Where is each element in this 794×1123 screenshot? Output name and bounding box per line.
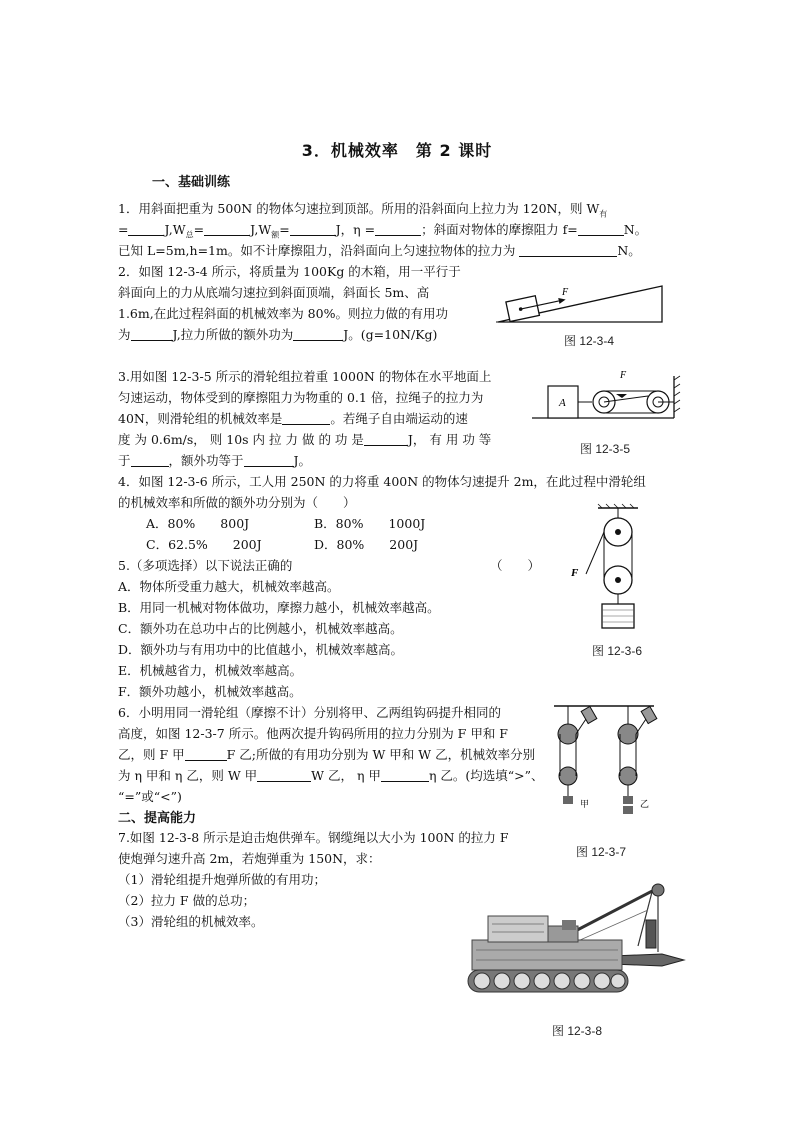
q6-line3: 乙，则 F 甲 F 乙;所做的有用功分别为 W 甲和 W 乙，机械效率分别: [118, 747, 536, 762]
q3-line2: 匀速运动，物体受到的摩擦阻力为物重的 0.1 倍，拉绳子的拉力为: [118, 390, 484, 405]
section-improve-ability: 二、提高能力: [118, 811, 197, 826]
q5-option-a[interactable]: A．物体所受重力越大，机械效率越高。: [118, 579, 340, 594]
q4-line2: 的机械效率和所做的额外功分别为（ ）: [118, 495, 356, 510]
figure-12-3-5-pulley: [530, 364, 682, 422]
q1-blank-friction[interactable]: [578, 222, 624, 236]
q5-option-c[interactable]: C．额外功在总功中占的比例越小，机械效率越高。: [118, 621, 403, 636]
q7-sub1: （1）滑轮组提升炮弹所做的有用功；: [118, 872, 326, 887]
fig-12-3-7-label-jia: 甲: [580, 800, 590, 810]
q5-option-d[interactable]: D．额外功与有用功中的比值越小，机械效率越高。: [118, 642, 404, 657]
q2-line1: 2．如图 12-3-4 所示，将质量为 100Kg 的木箱，用一平行于: [118, 264, 461, 279]
q2-blank-useful[interactable]: [131, 327, 173, 341]
q1-line3: 已知 L=5m,h=1m。如不计摩擦阻力，沿斜面向上匀速拉物体的拉力为 N。: [118, 243, 641, 258]
figure-12-3-8-ammo-vehicle: [462, 880, 692, 1010]
q3-blank-extra[interactable]: [244, 453, 294, 467]
figure-12-3-7-caption: 图 12-3-7: [576, 845, 627, 859]
q1-blank-eta[interactable]: [375, 222, 421, 236]
q3-line3: 40N，则滑轮组的机械效率是 。若绳子自由端运动的速: [118, 411, 468, 426]
figure-12-3-5-caption: 图 12-3-5: [580, 442, 631, 456]
q5-option-e[interactable]: E．机械越省力，机械效率越高。: [118, 663, 303, 678]
q2-line2: 斜面向上的力从底端匀速拉到斜面顶端，斜面长 5m、高: [118, 285, 430, 300]
q1-line1: 1．用斜面把重为 500N 的物体匀速拉到顶部。所用的沿斜面向上拉力为 120N，则 $W_有$: [118, 201, 608, 219]
q6-line5: “=”或“<”): [118, 789, 182, 804]
figure-12-3-6-pulley: [568, 504, 664, 634]
q4-option-d[interactable]: D．80% 200J: [314, 537, 419, 552]
fig-12-3-5-label-a: A: [559, 397, 566, 409]
page-title: 3．机械效率 第 2 课时: [301, 141, 493, 160]
q4-line1: 4．如图 12-3-6 所示，工人用 250N 的力将重 400N 的物体匀速提升 2m，在此过程中滑轮组: [118, 474, 646, 489]
q1-line2: = $J,W_总= J,W_额= J$，η = ；斜面对物体的摩擦阻力 f= N。: [118, 222, 648, 240]
q1-blank-force[interactable]: [519, 243, 617, 257]
q3-line5: 于 ，额外功等于 J。: [118, 453, 312, 468]
figure-12-3-8-caption: 图 12-3-8: [552, 1024, 603, 1038]
q6-blank-work[interactable]: [257, 768, 311, 782]
q6-line1: 6．小明用同一滑轮组（摩擦不计）分别将甲、乙两组钩码提升相同的: [118, 705, 501, 720]
q3-blank-work[interactable]: [364, 432, 408, 446]
q4-option-c[interactable]: C．62.5% 200J: [146, 537, 262, 552]
q7-line1: 7.如图 12-3-8 所示是迫击炮供弹车。钢缆绳以大小为 100N 的拉力 F: [118, 830, 509, 845]
q7-sub3: （3）滑轮组的机械效率。: [118, 914, 264, 929]
q5-answer-paren[interactable]: （ ）: [490, 558, 541, 573]
q2-line4: 为 J,拉力所做的额外功为 J。(g=10N/Kg): [118, 327, 438, 342]
section-basic-training: 一、基础训练: [152, 175, 231, 190]
q4-option-b[interactable]: B．80% 1000J: [314, 516, 426, 531]
q7-sub2: （2）拉力 F 做的总功；: [118, 893, 256, 908]
figure-12-3-4-incline: [496, 278, 664, 326]
figure-12-3-4-caption: 图 12-3-4: [564, 334, 615, 348]
q2-blank-extra[interactable]: [293, 327, 343, 341]
fig-12-3-5-label-f: F: [620, 370, 627, 381]
q5-stem: 5.（多项选择）以下说法正确的: [118, 558, 293, 573]
fig-12-3-7-label-yi: 乙: [640, 800, 650, 810]
q6-line2: 高度，如图 12-3-7 所示。他两次提升钩码所用的拉力分别为 F 甲和 F: [118, 726, 508, 741]
q3-line4: 度 为 0.6m/s， 则 10s 内 拉 力 做 的 功 是 J， 有 用 功 等: [118, 432, 492, 447]
q5-option-b[interactable]: B．用同一机械对物体做功，摩擦力越小，机械效率越高。: [118, 600, 440, 615]
q3-blank-useful[interactable]: [131, 453, 169, 467]
q6-line4: 为 η 甲和 η 乙，则 W 甲 W 乙， η 甲 η 乙。(均选填“>”、: [118, 768, 544, 783]
q1-blank-useful[interactable]: [128, 222, 164, 236]
q4-option-a[interactable]: A．80% 800J: [146, 516, 250, 531]
fig-12-3-4-force-label: F: [562, 287, 569, 298]
q5-option-f[interactable]: F．额外功越小，机械效率越高。: [118, 684, 302, 699]
fig-12-3-6-label-f: F: [571, 567, 579, 579]
figure-12-3-6-caption: 图 12-3-6: [592, 644, 643, 658]
q1-blank-extra[interactable]: [290, 222, 336, 236]
q2-line3: 1.6m,在此过程斜面的机械效率为 80%。则拉力做的有用功: [118, 306, 448, 321]
q6-blank-eta[interactable]: [381, 768, 429, 782]
q6-blank-force[interactable]: [185, 747, 227, 761]
figure-12-3-7-pulleys: [548, 702, 664, 830]
q7-line2: 使炮弹匀速升高 2m，若炮弹重为 150N，求：: [118, 851, 381, 866]
q1-blank-total[interactable]: [204, 222, 250, 236]
q3-blank-efficiency[interactable]: [282, 411, 330, 425]
q3-line1: 3.用如图 12-3-5 所示的滑轮组拉着重 1000N 的物体在水平地面上: [118, 369, 492, 384]
